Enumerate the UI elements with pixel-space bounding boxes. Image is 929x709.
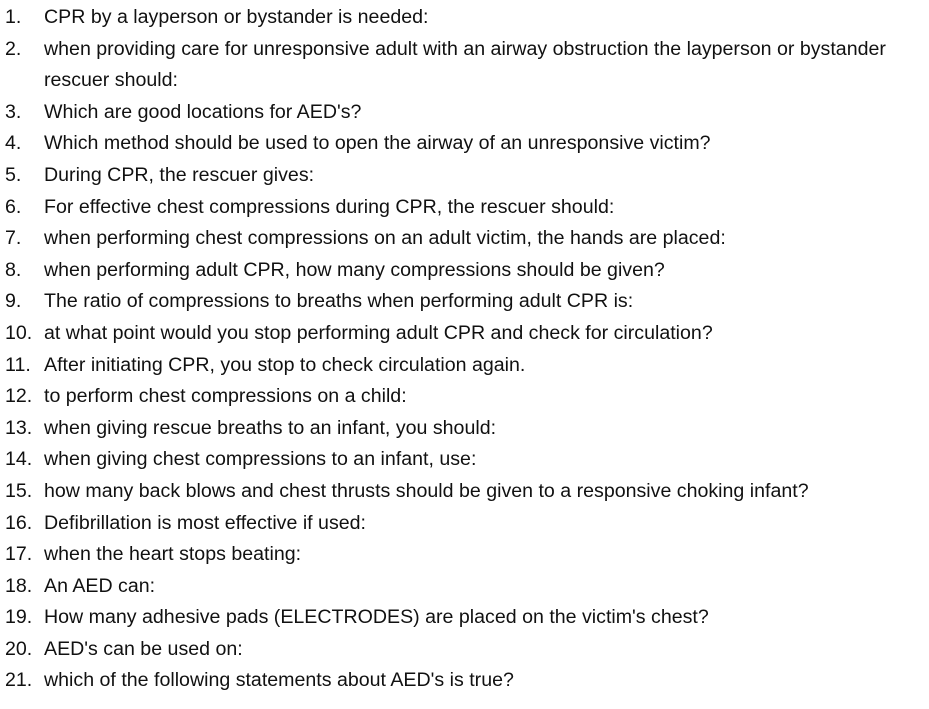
question-number: 21. <box>5 669 33 692</box>
question-text: An AED can: <box>44 574 156 597</box>
question-text: how many back blows and chest thrusts should be given to a responsive choking infant? <box>44 479 809 502</box>
question-number: 15. <box>5 479 33 502</box>
question-item <box>0 160 929 192</box>
question-text: During CPR, the rescuer gives: <box>44 163 315 186</box>
question-item <box>0 255 929 287</box>
question-text: when giving rescue breaths to an infant, you should: <box>44 416 497 439</box>
question-text: to perform chest compressions on a child: <box>44 385 407 408</box>
question-number: 5. <box>5 163 22 186</box>
question-item <box>0 2 929 34</box>
question-text: AED's can be used on: <box>44 637 243 660</box>
question-item <box>0 634 929 666</box>
question-number: 13. <box>5 416 33 439</box>
question-text: at what point would you stop performing adult CPR and check for circulation? <box>44 321 713 344</box>
question-number: 10. <box>5 321 33 344</box>
question-item <box>0 34 929 97</box>
question-number: 3. <box>5 100 22 123</box>
question-text: when providing care for unresponsive adult with an airway obstruction the layperson or bystander rescuer should: <box>44 37 886 92</box>
question-number: 8. <box>5 258 22 281</box>
question-number: 17. <box>5 543 33 566</box>
question-number: 6. <box>5 195 22 218</box>
question-item <box>0 444 929 476</box>
question-text: CPR by a layperson or bystander is needed: <box>44 6 429 28</box>
question-text: The ratio of compressions to breaths when performing adult CPR is: <box>44 290 634 313</box>
question-item <box>0 128 929 160</box>
question-text: Which are good locations for AED's? <box>44 100 362 123</box>
question-list <box>0 2 929 697</box>
question-text: How many adhesive pads (ELECTRODES) are placed on the victim's chest? <box>44 606 709 629</box>
question-number: 16. <box>5 511 33 534</box>
question-item <box>0 192 929 224</box>
question-number: 19. <box>5 606 33 629</box>
question-number: 1. <box>5 6 22 28</box>
question-item <box>0 350 929 382</box>
question-number: 7. <box>5 227 22 250</box>
question-item <box>0 571 929 603</box>
question-number: 2. <box>5 37 22 60</box>
question-item <box>0 413 929 445</box>
question-text: when performing adult CPR, how many compressions should be given? <box>44 258 665 281</box>
question-item <box>0 476 929 508</box>
question-text: when giving chest compressions to an infant, use: <box>44 448 477 471</box>
question-item <box>0 97 929 129</box>
question-number: 4. <box>5 132 22 155</box>
question-number: 14. <box>5 448 33 471</box>
question-number: 12. <box>5 385 33 408</box>
question-item <box>0 223 929 255</box>
question-item <box>0 539 929 571</box>
question-item <box>0 286 929 318</box>
question-item <box>0 508 929 540</box>
question-text: Which method should be used to open the airway of an unresponsive victim? <box>44 132 711 155</box>
question-number: 18. <box>5 574 33 597</box>
question-item <box>0 602 929 634</box>
question-item <box>0 665 929 697</box>
question-text: After initiating CPR, you stop to check circulation again. <box>44 353 526 376</box>
question-number: 11. <box>5 353 31 376</box>
question-text: when the heart stops beating: <box>44 543 302 566</box>
question-text: when performing chest compressions on an adult victim, the hands are placed: <box>44 227 726 250</box>
question-text: Defibrillation is most effective if used: <box>44 511 366 534</box>
question-item <box>0 381 929 413</box>
question-text: which of the following statements about AED's is true? <box>44 669 514 692</box>
question-item <box>0 318 929 350</box>
question-text: For effective chest compressions during CPR, the rescuer should: <box>44 195 615 218</box>
question-number: 20. <box>5 637 33 660</box>
question-number: 9. <box>5 290 22 313</box>
